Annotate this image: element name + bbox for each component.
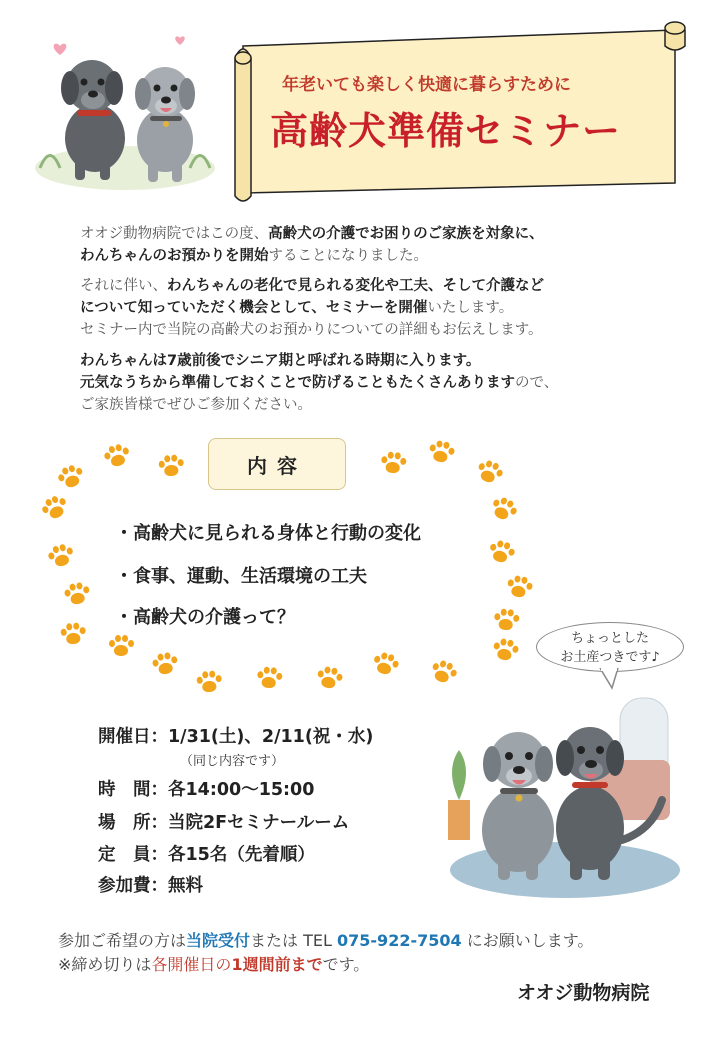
- place-label: 場 所：: [98, 813, 168, 833]
- place-value: 当院2Fセミナールーム: [168, 813, 350, 833]
- event-capacity: [98, 841, 315, 866]
- intro-text-run: ので、: [515, 375, 559, 391]
- paw-print-icon: [490, 636, 520, 666]
- reception-text: 当院受付: [186, 931, 251, 950]
- paw-print-icon: [426, 438, 456, 468]
- date-value: 1/31(土)、2/11(祝・水): [168, 727, 374, 747]
- speech-bubble: [536, 622, 684, 672]
- intro-text-run: セミナー内で当院の高齢犬のお預かりについての詳細もお伝えします。: [80, 322, 543, 338]
- footer-text: 参加ご希望の方は: [58, 931, 187, 950]
- paw-print-icon: [485, 537, 517, 569]
- fee-value: 無料: [168, 876, 203, 896]
- intro-text-run: わんちゃんの老化で見られる変化や工夫、そして介護など: [167, 278, 544, 294]
- bubble-line-2: お土産つきです♪: [560, 650, 660, 665]
- paw-print-icon: [38, 492, 73, 527]
- paw-print-icon: [504, 573, 534, 603]
- paw-print-icon: [314, 664, 344, 694]
- banner-subtitle: 年老いても楽しく快適に暮らすために: [282, 75, 571, 95]
- paw-print-icon: [492, 607, 520, 635]
- footer-text: にお願いします。: [461, 931, 594, 950]
- intro-text-run: いたします。: [427, 300, 514, 316]
- paw-print-icon: [426, 656, 459, 689]
- phone-number[interactable]: 075-922-7504: [337, 931, 462, 950]
- paw-print-icon: [108, 634, 134, 660]
- intro-text-run: わんちゃんは7歳前後でシニア期と呼ばれる時期に入ります。: [80, 353, 481, 369]
- paw-print-icon: [101, 441, 133, 473]
- dogs-illustration-top: [30, 28, 220, 198]
- footer-text: ※締め切りは: [58, 955, 152, 974]
- intro-text-run: することになりました。: [268, 248, 428, 264]
- footer-deadline-line: [58, 952, 369, 975]
- intro-text-run: 元気なうちから準備しておくことで防げることもたくさんあります: [80, 375, 515, 391]
- date-note: （同じ内容です）: [180, 754, 285, 769]
- event-time: [98, 776, 314, 801]
- clinic-name: オオジ動物病院: [517, 982, 650, 1004]
- capacity-label: 定 員：: [98, 845, 168, 865]
- intro-text-run: オオジ動物病院ではこの度、: [80, 226, 269, 242]
- content-heading: 内容: [208, 438, 346, 490]
- intro-text-run: わんちゃんのお預かりを開始: [80, 248, 269, 264]
- time-label: 時 間：: [98, 780, 168, 800]
- footer-text: または TEL: [250, 931, 338, 950]
- intro-paragraph-2: [80, 275, 680, 341]
- intro-text-run: について知っていただく機会として、セミナーを開催: [80, 300, 428, 316]
- bubble-tail: [598, 668, 624, 690]
- paw-print-icon: [369, 649, 401, 681]
- content-item: ・高齢犬の介護って？: [115, 607, 295, 628]
- footer-contact-line: [58, 928, 593, 951]
- paw-print-icon: [54, 461, 87, 494]
- intro-paragraph-3: [80, 350, 680, 416]
- event-date: [98, 723, 373, 748]
- fee-label: 参加費：: [98, 876, 168, 896]
- capacity-value: 各15名（先着順）: [168, 845, 315, 865]
- paw-print-icon: [59, 621, 87, 649]
- paw-print-icon: [195, 669, 223, 697]
- paw-print-icon: [150, 650, 180, 680]
- paw-print-icon: [472, 456, 505, 489]
- paw-print-icon: [255, 665, 283, 693]
- banner-title: 高齢犬準備セミナー: [270, 109, 622, 153]
- paw-print-icon: [486, 493, 521, 528]
- footer-text: です。: [322, 955, 370, 974]
- content-item: ・食事、運動、生活環境の工夫: [115, 566, 367, 587]
- bubble-line-1: ちょっとした: [570, 631, 649, 646]
- content-item: ・高齢犬に見られる身体と行動の変化: [115, 523, 421, 544]
- intro-text-run: ご家族皆様でぜひご参加ください。: [80, 397, 312, 413]
- dogs-illustration-bottom: [440, 690, 680, 900]
- paw-print-icon: [157, 453, 185, 481]
- paw-print-icon: [45, 541, 77, 573]
- date-label: 開催日：: [98, 727, 168, 747]
- intro-paragraph-1: [80, 223, 680, 267]
- deadline-text: 各開催日の: [151, 955, 232, 974]
- deadline-emphasis: 1週間前まで: [231, 955, 323, 974]
- event-place: [98, 809, 349, 834]
- paw-print-icon: [62, 580, 92, 610]
- intro-text-run: それに伴い、: [80, 278, 167, 294]
- time-value: 各14:00～15:00: [168, 780, 315, 800]
- event-fee: [98, 872, 203, 897]
- intro-text-run: 高齢犬の介護でお困りのご家族を対象に、: [268, 226, 544, 242]
- paw-print-icon: [379, 450, 407, 478]
